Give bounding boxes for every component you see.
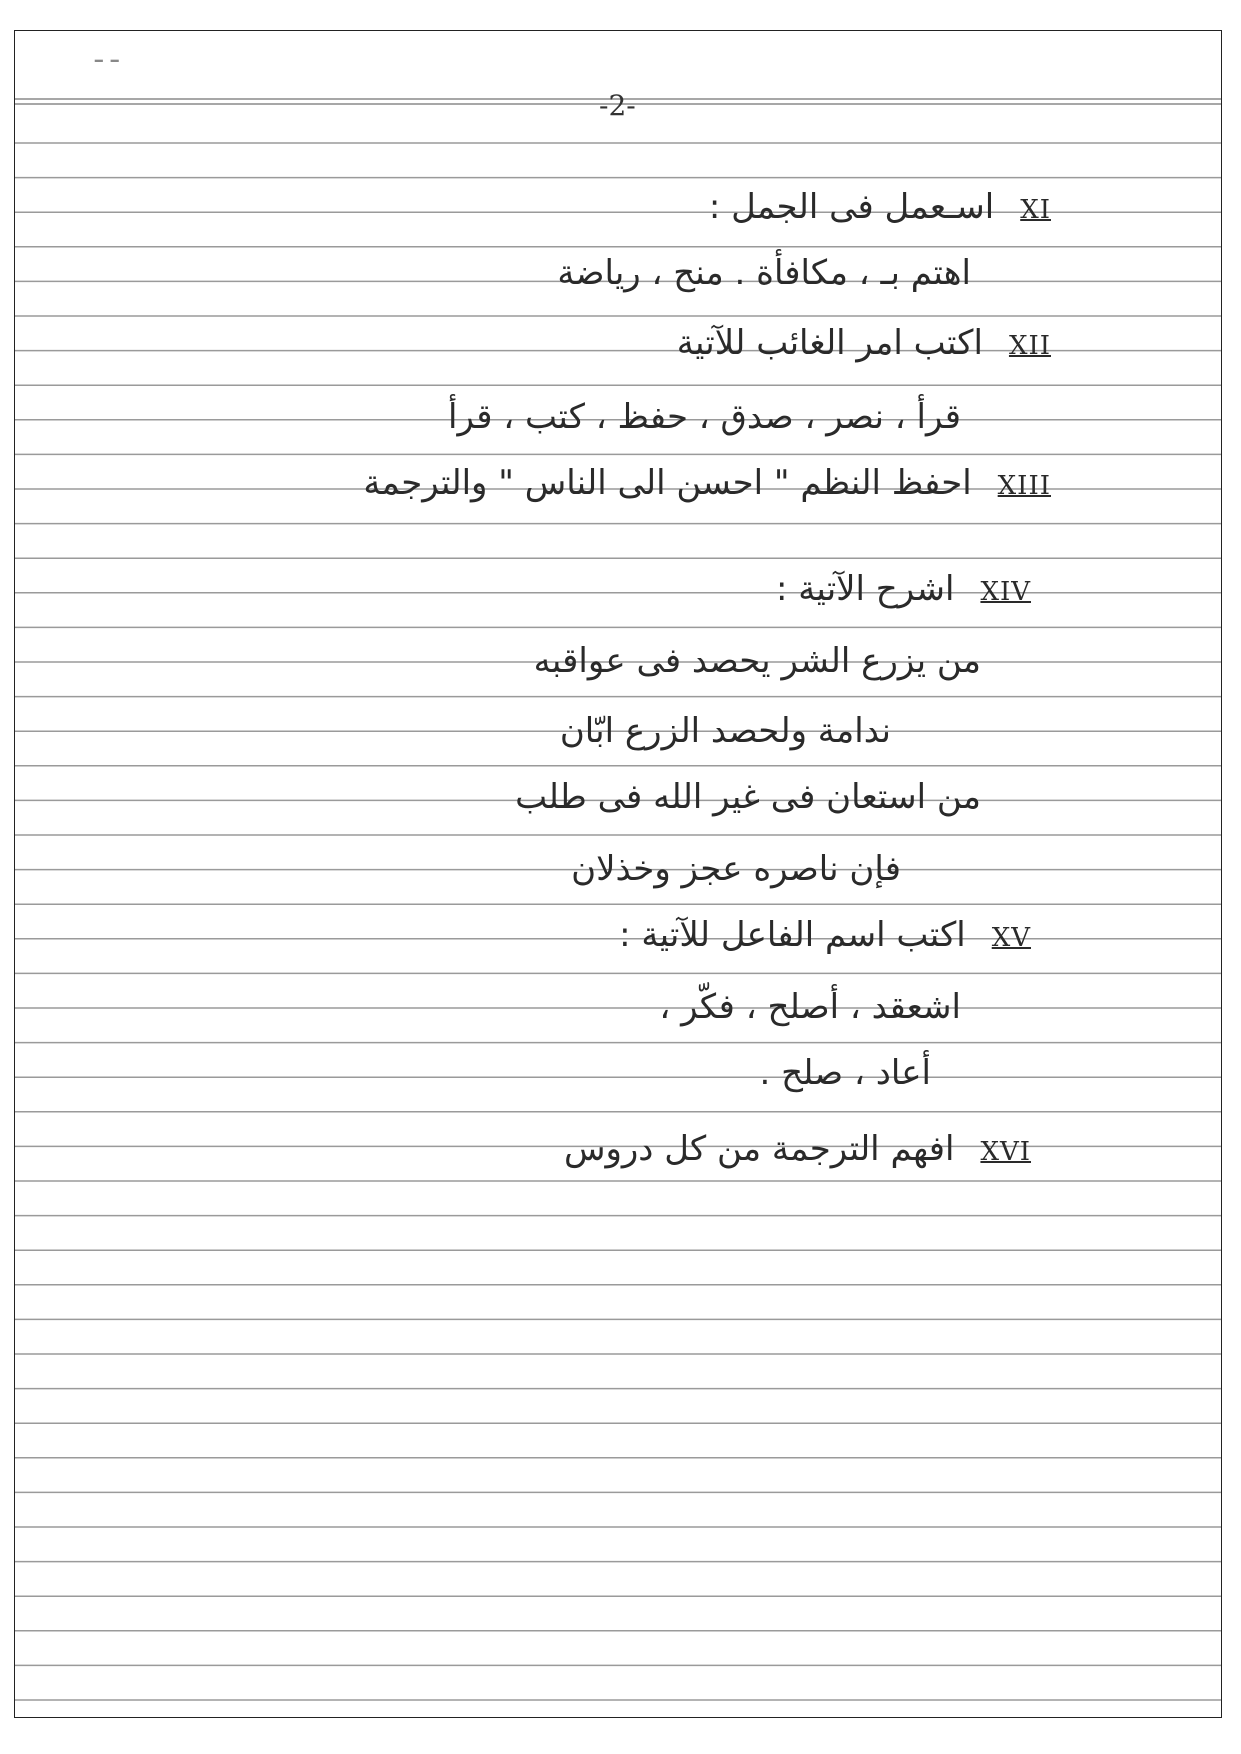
line-text: فإن ناصره عجز وخذلان: [571, 849, 901, 889]
line-text: ندامة ولحصد الزرع ابّان: [559, 711, 891, 751]
line-exercise-13: [363, 463, 1051, 506]
line-text: اشعقد ، أصلح ، فكّر ،: [659, 987, 961, 1027]
line-poem-2: [560, 711, 891, 751]
line-words-4: [759, 1053, 931, 1093]
line-poem-1: [534, 641, 981, 681]
line-exercise-14: [776, 569, 1031, 612]
exercise-number: XI: [1020, 195, 1051, 225]
line-text: احفظ النظم " احسن الى الناس " والترجمة: [363, 463, 972, 503]
exercise-number: XII: [1008, 331, 1051, 361]
line-text: من يزرع الشر يحصد فى عواقبه: [533, 641, 981, 681]
line-text: اشرح الآتية :: [775, 569, 955, 609]
line-poem-3: [515, 777, 981, 817]
line-text: اكتب امر الغائب للآتية: [676, 323, 983, 363]
page-number: -2-: [599, 89, 636, 122]
line-words-3: [659, 987, 961, 1027]
line-words-1: [557, 253, 971, 293]
line-text: من استعان فى غير الله فى طلب: [515, 777, 981, 817]
notebook-page: [14, 30, 1222, 1718]
exercise-number: XIV: [980, 577, 1031, 607]
line-exercise-15: [619, 915, 1031, 958]
line-text: افهم الترجمة من كل دروس: [563, 1129, 955, 1169]
line-exercise-11: [709, 187, 1051, 230]
line-text: اهتم بـ ، مكافأة . منح ، رياضة: [557, 253, 971, 293]
line-exercise-12: [677, 323, 1051, 366]
exercise-number: XV: [991, 923, 1031, 953]
line-text: اسـعمل فى الجمل :: [708, 187, 995, 227]
corner-mark: ـ ـ: [95, 39, 119, 69]
line-text: أعاد ، صلح .: [759, 1053, 931, 1093]
line-words-2: [448, 397, 961, 437]
line-text: قرأ ، نصر ، صدق ، حفظ ، كتب ، قرأ: [448, 397, 961, 437]
line-text: اكتب اسم الفاعل للآتية :: [619, 915, 966, 955]
line-exercise-16: [564, 1129, 1031, 1172]
line-poem-4: [571, 849, 901, 889]
exercise-number: XIII: [997, 471, 1051, 501]
exercise-number: XVI: [980, 1137, 1031, 1167]
